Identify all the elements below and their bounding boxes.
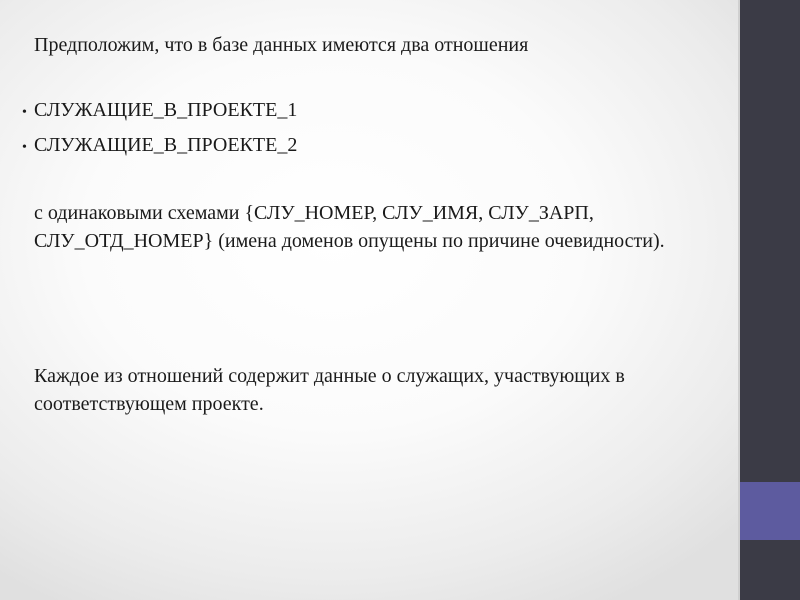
side-accent-block	[740, 482, 800, 540]
conclusion-paragraph: Каждое из отношений содержит данные о служащих, участвующих в соответствующем проекте.	[34, 365, 625, 415]
intro-text: Предположим, что в базе данных имеются два отношения	[34, 34, 529, 56]
list-item	[22, 94, 297, 129]
bullet-icon: •	[22, 105, 27, 120]
relation-list	[22, 94, 297, 164]
relation-name-1: СЛУЖАЩИЕ_В_ПРОЕКТЕ_1	[34, 99, 298, 121]
list-item	[22, 129, 297, 164]
schema-paragraph: с одинаковыми схемами {СЛУ_НОМЕР, СЛУ_ИМЯ, СЛУ_ЗАРП, СЛУ_ОТД_НОМЕР} (имена доменов опущены по причине очевидности).	[34, 202, 665, 252]
bullet-icon: •	[22, 140, 27, 155]
relation-name-2: СЛУЖАЩИЕ_В_ПРОЕКТЕ_2	[34, 134, 298, 156]
